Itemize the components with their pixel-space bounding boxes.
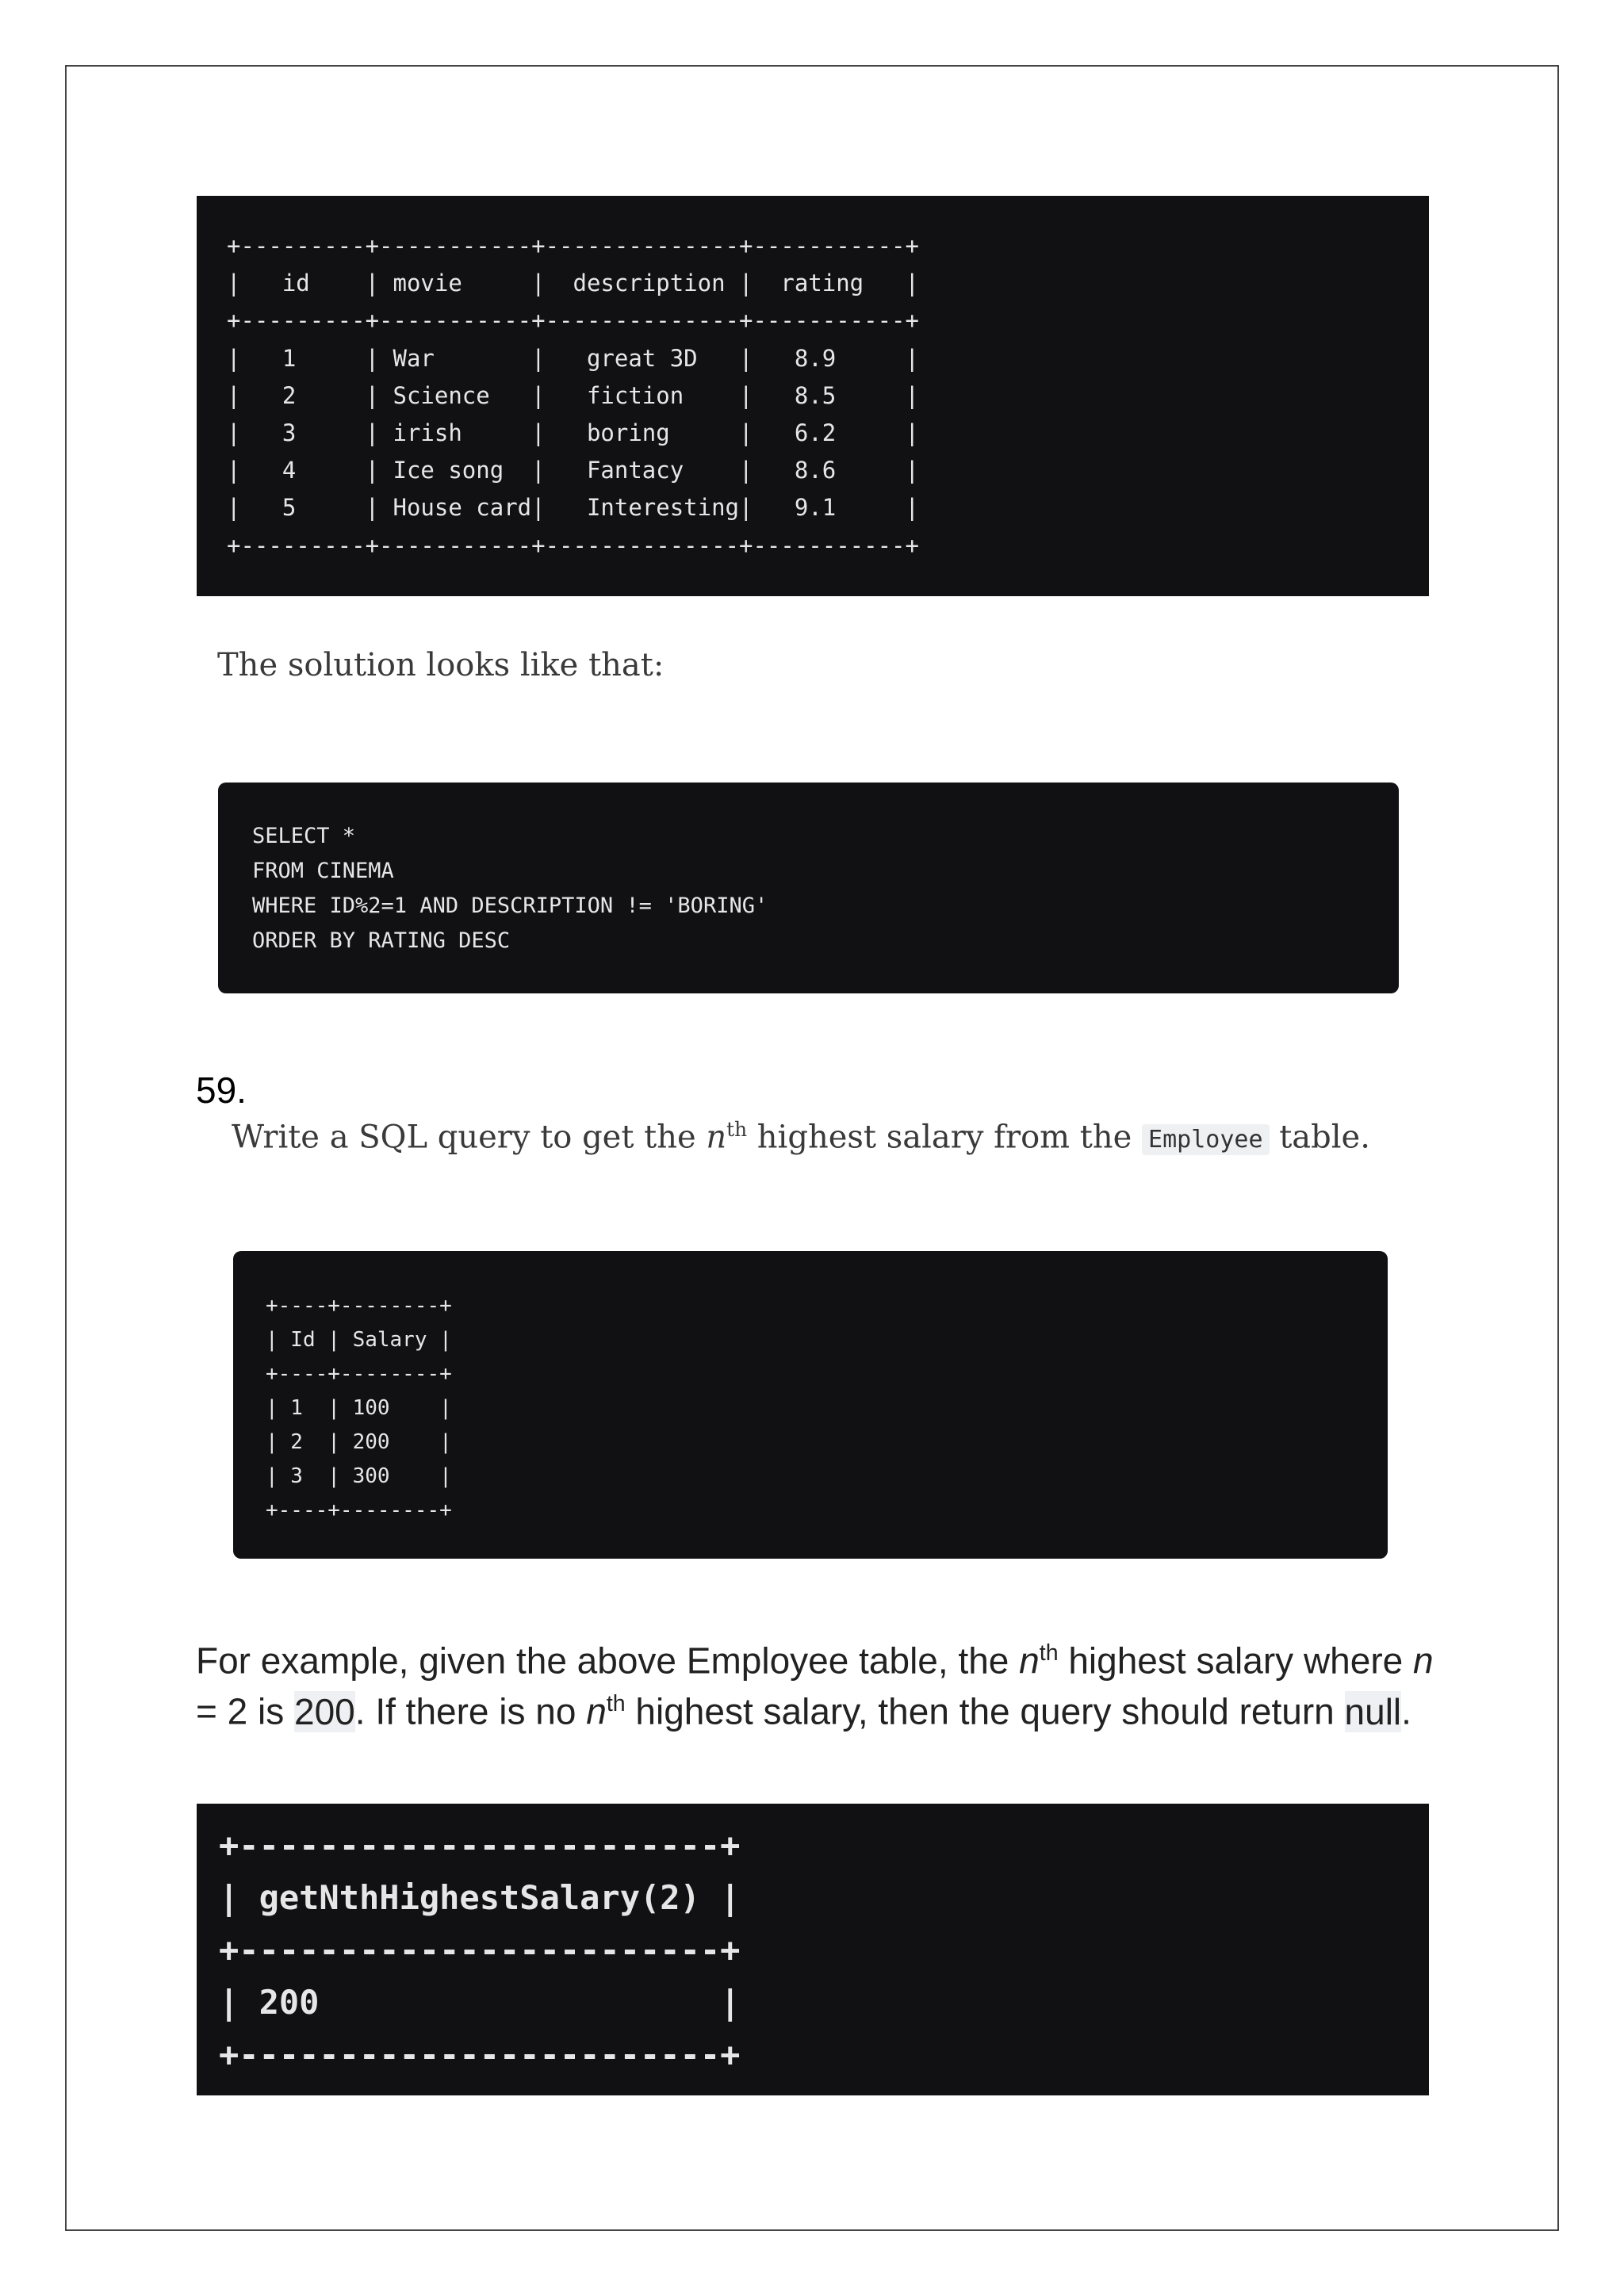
solution-code-block: SELECT * FROM CINEMA WHERE ID%2=1 AND DESCRIPTION != 'BORING' ORDER BY RATING DESC	[218, 783, 1399, 993]
cinema-table-code-block: +---------+-----------+--------------+-----------+ | id | movie | description | rating | +---------+-----------+--------------+-----------+ | 1 | War | great 3D | 8.9 | | 2 | Science | fiction | 8.5 | | 3 | irish | boring | 6.2 | | 4 | Ice song | Fantacy | 8.6 | | 5 | House card| Interesting| 9.1 | +---------+-----------+--------------+-----------+	[197, 196, 1429, 596]
employee-table-code-block: +----+--------+ | Id | Salary | +----+--------+ | 1 | 100 | | 2 | 200 | | 3 | 300 | +----+--------+	[233, 1251, 1388, 1559]
problem-statement	[232, 1118, 1370, 1155]
math-n: n	[1019, 1640, 1040, 1682]
example-paragraph	[196, 1632, 1449, 1734]
math-th: th	[1039, 1640, 1059, 1666]
highlighted-null: null	[1344, 1690, 1402, 1732]
problem-number: 59.	[196, 1070, 247, 1111]
math-th: th	[726, 1118, 748, 1141]
math-n: n	[1413, 1640, 1434, 1682]
example-text-1: For example, given the above Employee table, the	[196, 1640, 1020, 1682]
result-table-code-block: +------------------------+ | getNthHighestSalary(2) | +------------------------+ | 200 | +------------------------+	[197, 1804, 1429, 2095]
math-th: th	[606, 1691, 626, 1717]
statement-after: table.	[1269, 1119, 1370, 1156]
statement-middle: highest salary from the	[747, 1119, 1143, 1156]
example-text-5: highest salary, then the query should return	[625, 1690, 1345, 1732]
example-text-3: = 2 is	[196, 1690, 295, 1732]
statement-before: Write a SQL query to get the	[232, 1119, 707, 1156]
highlighted-value: 200	[294, 1690, 355, 1732]
solution-intro-text: The solution looks like that:	[217, 647, 665, 683]
math-n: n	[586, 1690, 607, 1732]
employee-inline-code: Employee	[1142, 1124, 1270, 1155]
example-text-2: highest salary where	[1058, 1640, 1414, 1682]
example-text-6: .	[1401, 1690, 1411, 1732]
math-n: n	[706, 1119, 727, 1156]
example-text-4: . If there is no	[354, 1690, 587, 1732]
